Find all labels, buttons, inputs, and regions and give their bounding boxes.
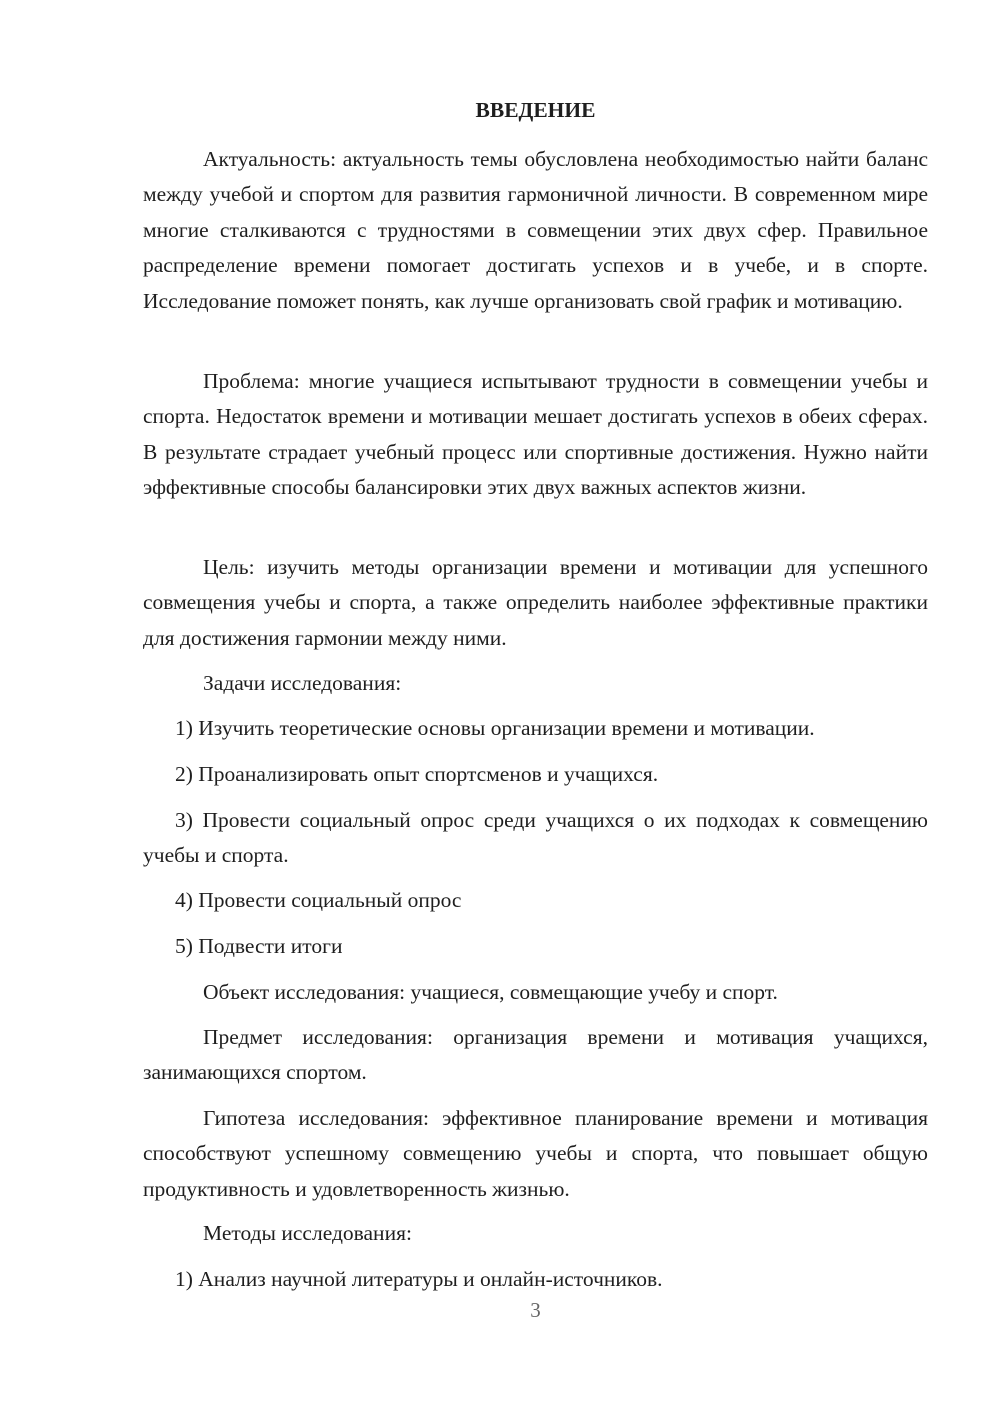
paragraph-goal: Цель: изучить методы организации времени и мотивации для успешного совмещения учебы и спорта, а также определить наиболее эффективные практики для достижения гармонии между ними. bbox=[143, 555, 928, 650]
tasks-heading: Задачи исследования: bbox=[203, 671, 402, 695]
method-item: 1) Анализ научной литературы и онлайн-источников. bbox=[175, 1267, 663, 1291]
task-item: 5) Подвести итоги bbox=[175, 934, 343, 958]
paragraph-problem: Проблема: многие учащиеся испытывают трудности в совмещении учебы и спорта. Недостаток времени и мотивации мешает достигать успехов в обеих сферах. В результате страдает учебный процесс или спортивные достижения. Нужно найти эффективные способы балансировки этих двух важных аспектов жизни. bbox=[143, 369, 928, 500]
paragraph-relevance: Актуальность: актуальность темы обусловлена необходимостью найти баланс между учебой и спортом для развития гармоничной личности. В современном мире многие сталкиваются с трудностями в совмещении этих двух сфер. Правильное распределение времени помогает достигать успехов и в учебе, и в спорте. Исследование поможет понять, как лучше организовать свой график и мотивацию. bbox=[143, 147, 928, 313]
paragraph-subject: Предмет исследования: организация времени и мотивация учащихся, занимающихся спортом. bbox=[143, 1025, 928, 1085]
task-item: 3) Провести социальный опрос среди учащихся о их подходах к совмещению учебы и спорта. bbox=[143, 808, 928, 868]
paragraph-object: Объект исследования: учащиеся, совмещающие учебу и спорт. bbox=[203, 980, 778, 1004]
section-heading: ВВЕДЕНИЕ bbox=[475, 98, 596, 122]
task-item: 2) Проанализировать опыт спортсменов и учащихся. bbox=[175, 762, 659, 786]
task-item: 4) Провести социальный опрос bbox=[175, 888, 462, 912]
task-item: 1) Изучить теоретические основы организации времени и мотивации. bbox=[175, 716, 815, 740]
page-number: 3 bbox=[530, 1298, 541, 1322]
methods-heading: Методы исследования: bbox=[203, 1221, 412, 1245]
paragraph-hypothesis: Гипотеза исследования: эффективное планирование времени и мотивация способствуют успешному совмещению учебы и спорта, что повышает общую продуктивность и удовлетворенность жизнью. bbox=[143, 1106, 928, 1201]
